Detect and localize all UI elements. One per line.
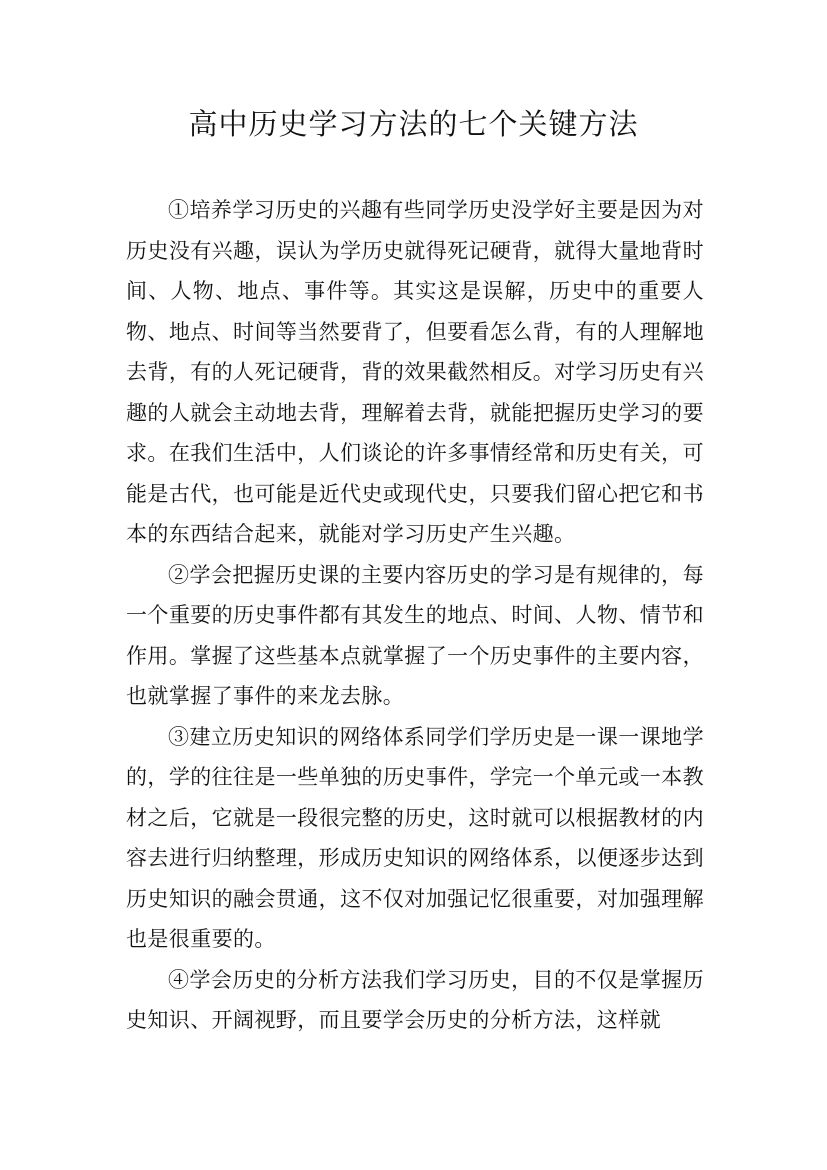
paragraph-4: ④学会历史的分析方法我们学习历史，目的不仅是掌握历史知识、开阔视野，而且要学会历史的分析方法，这样就 xyxy=(126,967,704,1032)
document-title: 高中历史学习方法的七个关键方法 xyxy=(188,107,639,141)
paragraph-1: ①培养学习历史的兴趣有些同学历史没学好主要是因为对历史没有兴趣，误认为学历史就得死记硬背，就得大量地背时间、人物、地点、事件等。其实这是误解，历史中的重要人物、地点、时间等当然要背了，但要看怎么背，有的人理解地去背，有的人死记硬背，背的效果截然相反。对学习历史有兴趣的人就会主动地去背，理解着去背，就能把握历史学习的要求。在我们生活中，人们谈论的许多事情经常和历史有关，可能是古代，也可能是近代史或现代史，只要我们留心把它和书本的东西结合起来，就能对学习历史产生兴趣。 xyxy=(126,198,704,546)
document-body xyxy=(126,190,704,1041)
paragraph-2: ②学会把握历史课的主要内容历史的学习是有规律的，每一个重要的历史事件都有其发生的地点、时间、人物、情节和作用。掌握了这些基本点就掌握了一个历史事件的主要内容，也就掌握了事件的来龙去脉。 xyxy=(126,562,704,708)
paragraph-3: ③建立历史知识的网络体系同学们学历史是一课一课地学的，学的往往是一些单独的历史事件，学完一个单元或一本教材之后，它就是一段很完整的历史，这时就可以根据教材的内容去进行归纳整理，形成历史知识的网络体系，以便逐步达到历史知识的融会贯通，这不仅对加强记忆很重要，对加强理解也是很重要的。 xyxy=(126,724,704,951)
